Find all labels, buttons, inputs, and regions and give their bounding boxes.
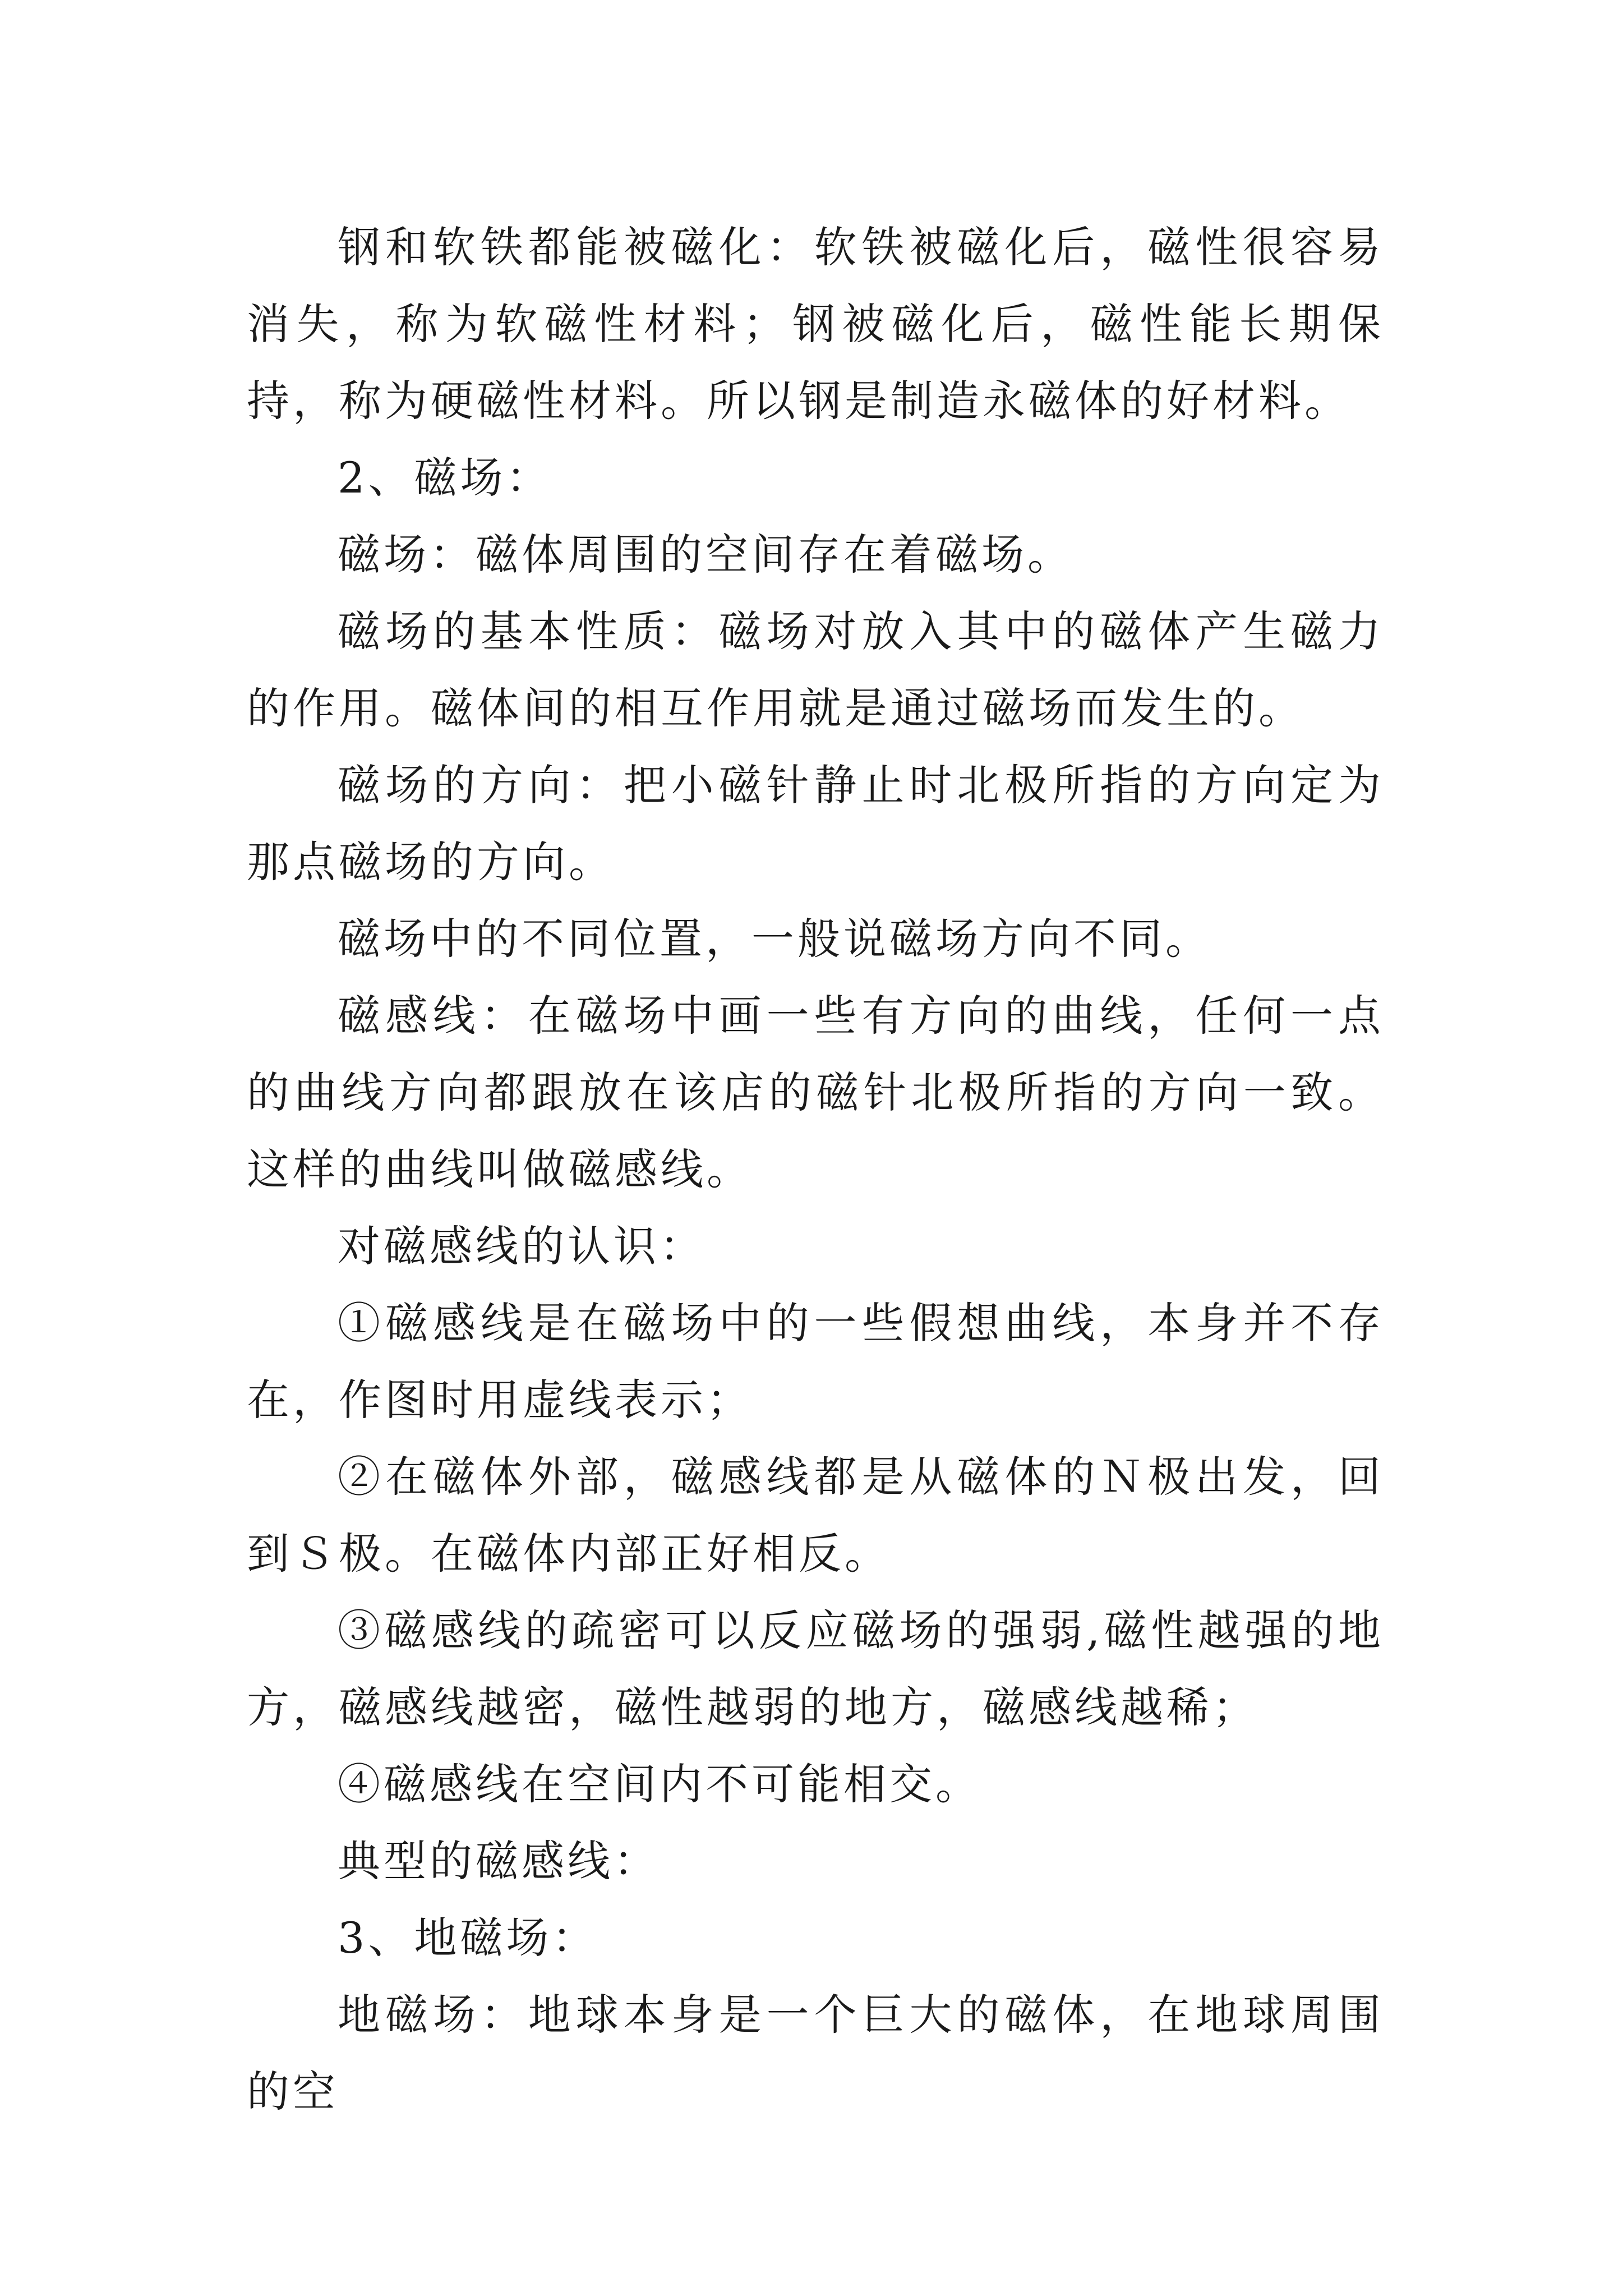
list-item-3: ③磁感线的疏密可以反应磁场的强弱,磁性越强的地方，磁感线越密，磁性越弱的地方，磁感线越稀； [247, 1605, 1384, 1732]
list-item-2: ②在磁体外部，磁感线都是从磁体的Ｎ极出发，回到Ｓ极。在磁体内部正好相反。 [247, 1452, 1384, 1579]
paragraph-basic-property: 磁场的基本性质：磁场对放入其中的磁体产生磁力的作用。磁体间的相互作用就是通过磁场而发生的。 [247, 606, 1384, 733]
paragraph-magnetic-field-definition: 磁场：磁体周围的空间存在着磁场。 [338, 530, 1073, 579]
paragraph-geomagnetic-definition: 地磁场：地球本身是一个巨大的磁体，在地球周围的空 [247, 1990, 1384, 2116]
paragraph-field-lines-understanding: 对磁感线的认识： [338, 1221, 706, 1271]
paragraph-field-direction: 磁场的方向：把小磁针静止时北极所指的方向定为那点磁场的方向。 [247, 760, 1384, 887]
document-body [247, 209, 1384, 2130]
list-item-1: ①磁感线是在磁场中的一些假想曲线，本身并不存在，作图时用虚线表示； [247, 1298, 1384, 1425]
paragraph-soft-hard-magnetic: 钢和软铁都能被磁化：软铁被磁化后，磁性很容易消失，称为软磁性材料；钢被磁化后，磁性能长期保持，称为硬磁性材料。所以钢是制造永磁体的好材料。 [247, 222, 1384, 426]
section-heading-geomagnetic-field: 3、地磁场： [338, 1913, 598, 1963]
list-item-4: ④磁感线在空间内不可能相交。 [338, 1759, 981, 1809]
paragraph-typical-field-lines: 典型的磁感线： [338, 1836, 660, 1886]
paragraph-field-lines-definition: 磁感线：在磁场中画一些有方向的曲线，任何一点的曲线方向都跟放在该店的磁针北极所指的方向一致。这样的曲线叫做磁感线。 [247, 991, 1384, 1194]
section-heading-magnetic-field: 2、磁场： [338, 453, 552, 503]
paragraph-direction-varies: 磁场中的不同位置，一般说磁场方向不同。 [338, 914, 1211, 964]
